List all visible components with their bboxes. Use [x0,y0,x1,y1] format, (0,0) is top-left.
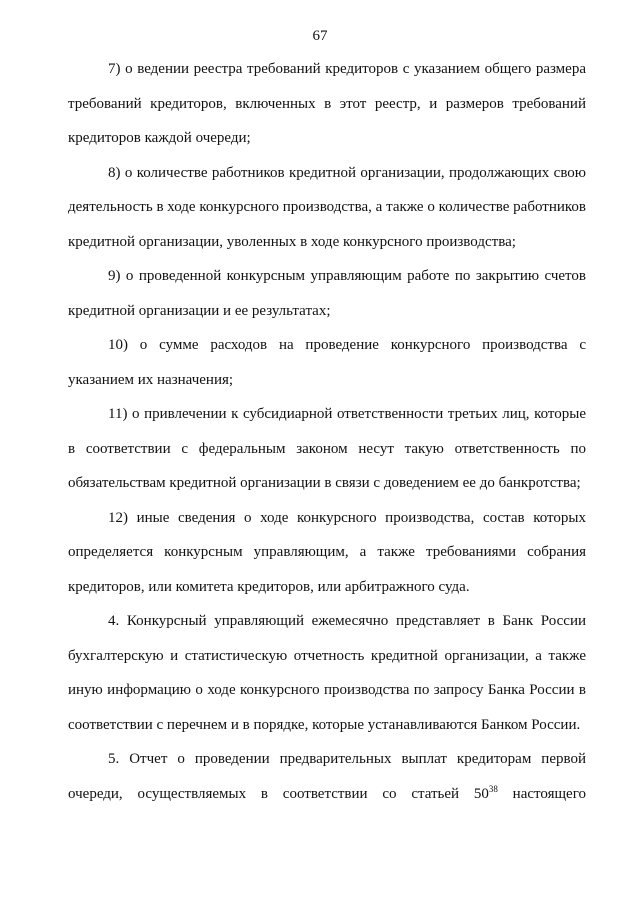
paragraph-part-4: 4. Конкурсный управляющий ежемесячно представляет в Банк России бухгалтерскую и статистическую отчетность кредитной организации, а также иную информацию о ходе конкурсного производства по запросу Банка России в соответствии с перечнем и в порядке, которые устанавливаются Банком России. [68,613,586,733]
paragraph-item-11: 11) о привлечении к субсидиарной ответственности третьих лиц, которые в соответствии с федеральным законом несут такую ответственность по обязательствам кредитной организации в связи с доведением ее до банкротства; [68,406,586,491]
paragraph-item-7: 7) о ведении реестра требований кредиторов с указанием общего размера требований кредиторов, включенных в этот реестр, и размеров требований кредиторов каждой очереди; [68,61,586,146]
paragraph-item-9: 9) о проведенной конкурсным управляющим работе по закрытию счетов кредитной организации и ее результатах; [68,268,586,319]
paragraph-item-8: 8) о количестве работников кредитной организации, продолжающих свою деятельность в ходе конкурсного производства, а также о количестве работников кредитной организации, уволенных в ходе конкурсного производства; [68,164,586,250]
paragraph-part-5 [68,742,586,811]
article-superscript: 38 [488,783,498,794]
page-number: 67 [312,28,328,44]
document-body [68,52,586,811]
paragraph-part-5-continuation: настоящего [497,785,586,802]
paragraph-part-5-text: 5. Отчет о проведении предварительных выплат кредиторам первой очереди, осуществляемых в соответствии со статьей 50 [68,751,586,802]
paragraph-item-10: 10) о сумме расходов на проведение конкурсного производства с указанием их назначения; [68,337,586,388]
paragraph-item-12: 12) иные сведения о ходе конкурсного производства, состав которых определяется конкурсным управляющим, а также требованиями собрания кредиторов, или комитета кредиторов, или арбитражного суда. [68,509,586,595]
